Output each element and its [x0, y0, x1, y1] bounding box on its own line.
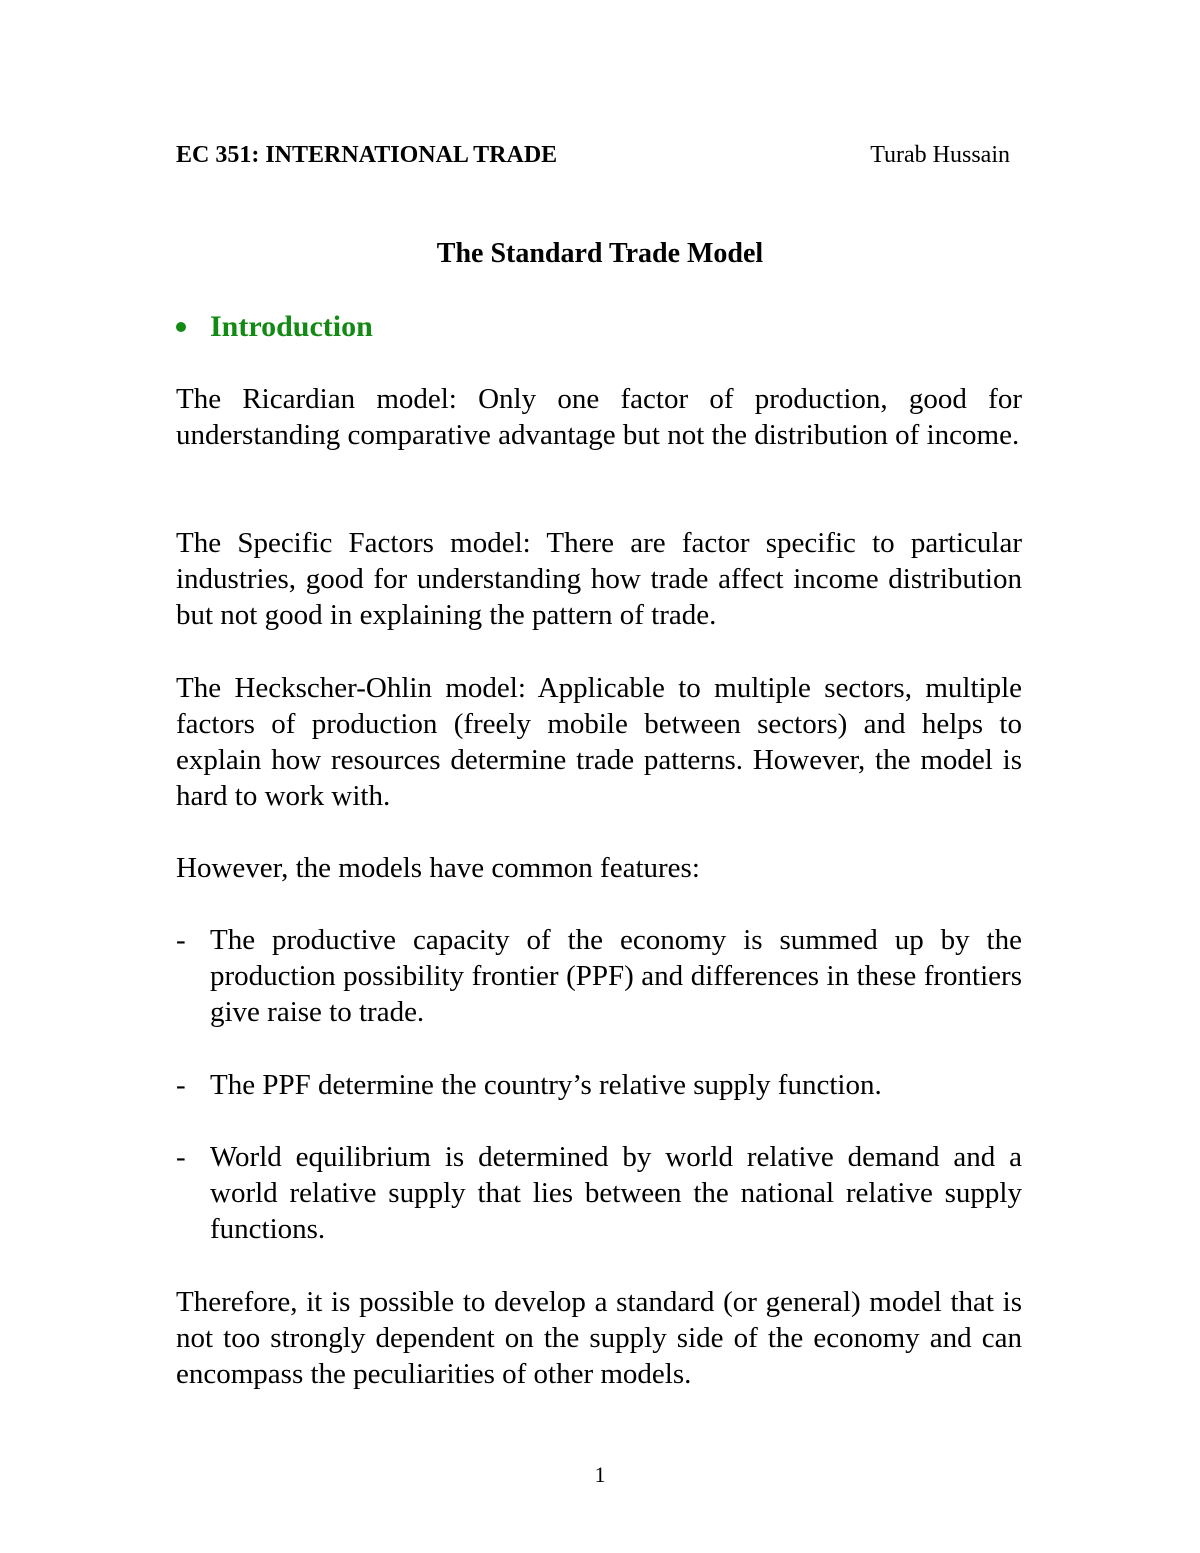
- author-name: Turab Hussain: [870, 142, 1010, 168]
- list-item: [176, 1067, 1022, 1103]
- document-title: The Standard Trade Model: [436, 238, 764, 269]
- list-marker: -: [176, 1141, 186, 1173]
- paragraph-ricardian: The Ricardian model: Only one factor of production, good for understanding comparative advantage but not the distribution of income.: [176, 383, 1022, 451]
- section-heading: [176, 309, 373, 345]
- section-heading-text: Introduction: [210, 310, 373, 343]
- list-marker: -: [176, 1069, 186, 1101]
- page-number: 1: [594, 1462, 606, 1487]
- paragraph-heckscher-ohlin: The Heckscher-Ohlin model: Applicable to multiple sectors, multiple factors of production (freely mobile between sectors) and helps to explain how resources determine trade patterns. However, the model is hard to work with.: [176, 672, 1022, 812]
- paragraph-specific-factors: The Specific Factors model: There are factor specific to particular industries, good for understanding how trade affect income distribution but not good in explaining the pattern of trade.: [176, 527, 1022, 631]
- page-header: [176, 142, 1010, 176]
- list-item-text: The PPF determine the country’s relative supply function.: [210, 1069, 882, 1101]
- paragraph-conclusion: Therefore, it is possible to develop a standard (or general) model that is not too strongly dependent on the supply side of the economy and can encompass the peculiarities of other models.: [176, 1286, 1022, 1390]
- list-item: [176, 922, 1022, 1030]
- list-marker: -: [176, 924, 186, 956]
- course-title: EC 351: INTERNATIONAL TRADE: [176, 142, 558, 168]
- list-item-text: World equilibrium is determined by world relative demand and a world relative supply that lies between the national relative supply functions.: [210, 1141, 1022, 1245]
- paragraph-common-features: However, the models have common features:: [176, 852, 700, 884]
- list-item-text: The productive capacity of the economy is summed up by the production possibility frontier (PPF) and differences in these frontiers give raise to trade.: [210, 924, 1022, 1028]
- bullet-icon: [176, 322, 186, 332]
- list-item: [176, 1139, 1022, 1247]
